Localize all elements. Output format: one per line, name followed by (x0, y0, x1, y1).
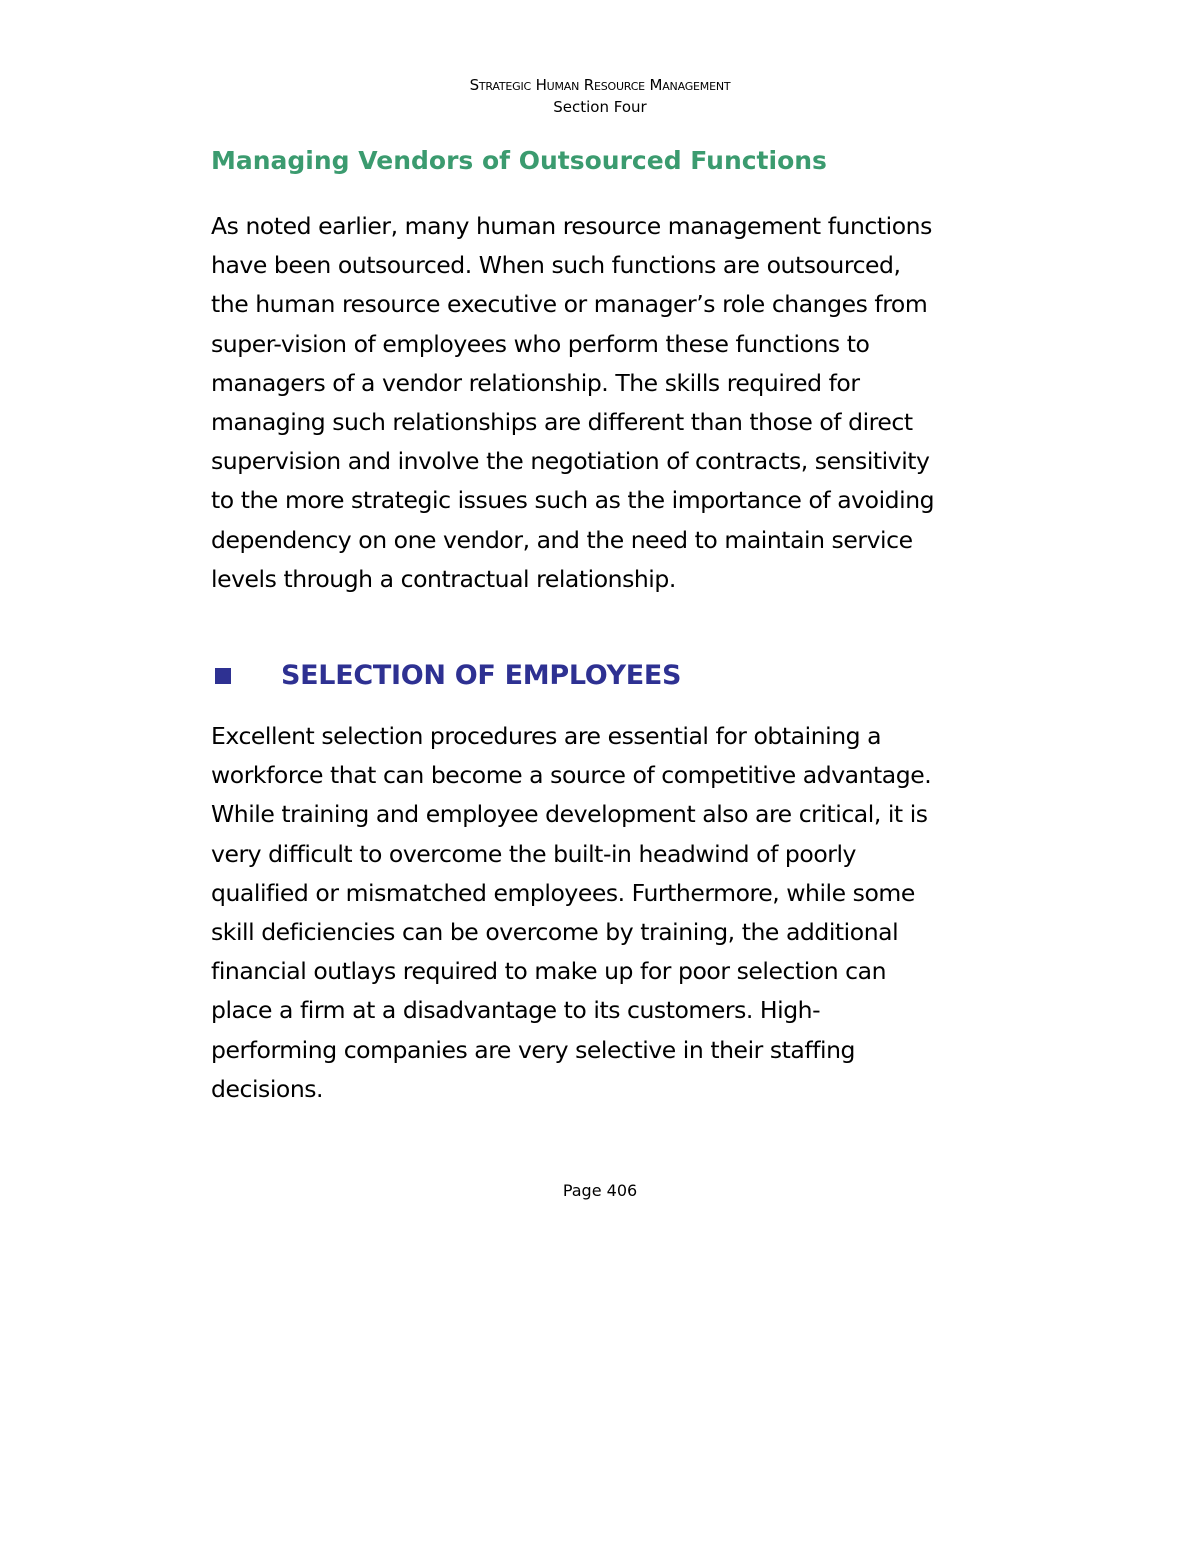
text-line: very difficult to overcome the built-in headwind of poorly (211, 839, 857, 868)
heading-selection-text: SELECTION OF EMPLOYEES (281, 660, 682, 691)
heading-selection-of-employees (211, 656, 681, 696)
text-line: managers of a vendor relationship. The skills required for (211, 368, 860, 397)
text-line: workforce that can become a source of competitive advantage. (211, 761, 932, 790)
text-line: supervision and involve the negotiation of contracts, sensitivity (211, 447, 930, 476)
running-header-title: Strategic Human Resource Management (469, 76, 731, 94)
paragraph-selection-of-employees (211, 717, 991, 1109)
paragraph-managing-vendors (211, 207, 991, 599)
square-bullet-icon (215, 668, 231, 684)
text-line: to the more strategic issues such as the importance of avoiding (211, 486, 935, 515)
text-line: place a firm at a disadvantage to its customers. High- (211, 996, 821, 1025)
text-line: decisions. (211, 1074, 324, 1103)
text-line: managing such relationships are different than those of direct (211, 408, 913, 437)
text-line: the human resource executive or manager’s role changes from (211, 290, 928, 319)
text-line: skill deficiencies can be overcome by training, the additional (211, 918, 899, 947)
text-line: While training and employee development also are critical, it is (211, 800, 928, 829)
text-line: dependency on one vendor, and the need to maintain service (211, 525, 913, 554)
text-line: financial outlays required to make up for poor selection can (211, 957, 887, 986)
running-header-section: Section Four (553, 98, 647, 116)
heading-managing-vendors: Managing Vendors of Outsourced Functions (211, 146, 827, 175)
text-line: have been outsourced. When such functions are outsourced, (211, 251, 901, 280)
text-line: Excellent selection procedures are essential for obtaining a (211, 722, 882, 750)
text-line: qualified or mismatched employees. Furthermore, while some (211, 878, 915, 907)
text-line: super-vision of employees who perform these functions to (211, 329, 870, 358)
text-line: levels through a contractual relationship. (211, 564, 676, 593)
page-number: Page 406 (562, 1181, 638, 1200)
text-line: performing companies are very selective in their staffing (211, 1035, 856, 1064)
text-line: As noted earlier, many human resource management functions (211, 212, 932, 240)
